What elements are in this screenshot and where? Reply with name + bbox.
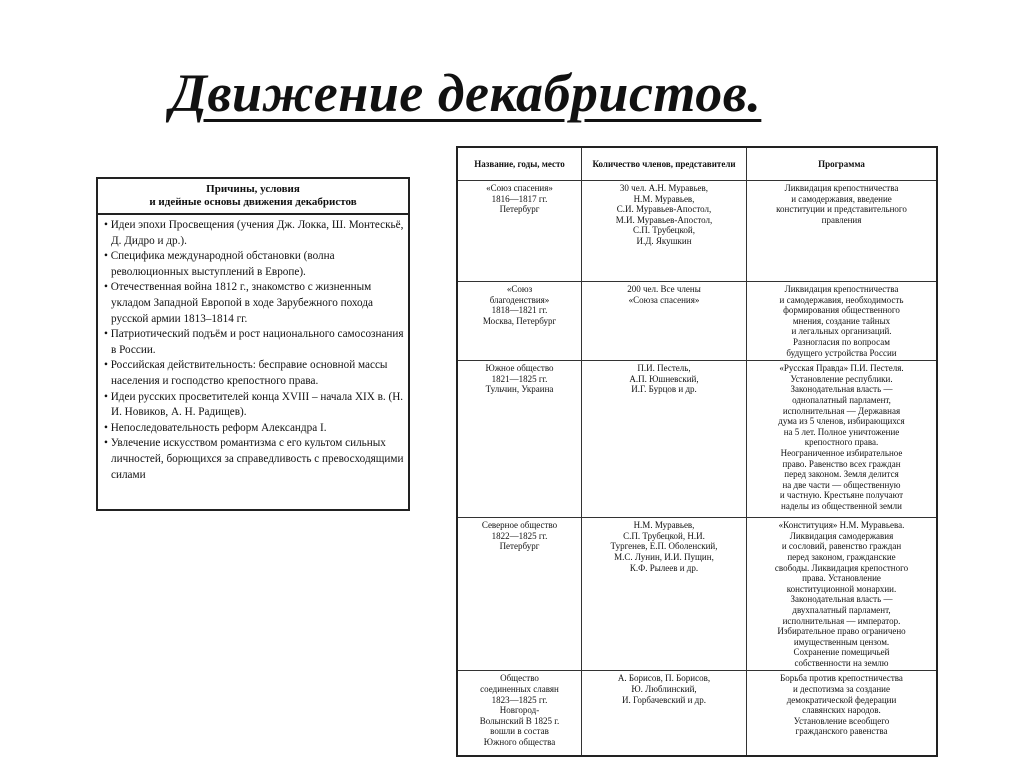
cell-line: 1823—1825 гг. [491,694,548,705]
cell-program [747,671,938,757]
cell-line: дума из 5 членов, избирающихся [778,416,905,427]
cause-item: • Специфика международной обстановки (волна революционных выступлений в Европе). [104,249,404,280]
cell-line: правления [821,214,862,225]
cause-item: • Увлечение искусством романтизма с его культом сильных личностей, борющихся за справедливость с превосходящими силами [104,436,404,483]
cell-line: будущего устройства России [786,347,897,358]
cell-program [747,361,938,518]
cell-line: Петербург [499,204,540,215]
column-header-name: Название, годы, место [457,147,582,181]
cell-line: на 5 лет. Полное уничтожение [783,426,900,437]
cell-line: 1816—1817 гг. [491,193,548,204]
cause-item: • Идеи эпохи Просвещения (учения Дж. Локка, Ш. Монтескьё, Д. Дидро и др.). [104,218,404,249]
cell-line: С.П. Трубецкой, [633,225,695,236]
cell-line: и легальных организаций. [791,326,892,337]
cell-line: А.П. Юшневский, [629,373,699,384]
causes-box [96,177,410,511]
cell-name [457,361,582,518]
causes-list [98,215,408,483]
cell-line: Борьба против крепостничества [780,673,903,684]
cell-line: Новгород- [499,705,540,716]
cell-line: М.И. Муравьев-Апостол, [615,214,713,225]
cell-line: 30 чел. А.Н. Муравьев, [619,183,709,193]
cell-line: конституционной монархии. [786,583,897,594]
cell-members [582,671,747,757]
cell-line: И. Горбачевский и др. [622,694,706,705]
table-row [457,282,937,361]
cell-line: «Союза спасения» [628,294,700,305]
cause-item: • Отечественная война 1812 г., знакомство с жизненным укладом Западной Европой в ходе Зарубежного похода русской армии 1813–1814 гг. [104,280,404,327]
cell-line: соединенных славян [480,684,559,695]
cell-line: Сохранение помещичьей [793,647,890,658]
cell-line: С.П. Трубецкой, Н.И. [623,530,705,541]
cell-name [457,671,582,757]
cell-line: А. Борисов, П. Борисов, [617,673,711,684]
cell-line: Южного общества [483,737,556,748]
organizations-table [456,146,938,757]
cell-line: Избирательное право ограничено [777,626,906,637]
page-title: Движение декабристов. [170,63,762,123]
cell-line: Законодательная власть — [790,384,893,395]
cell-line: Установление всеобщего [793,715,890,726]
cell-line: Тульчин, Украина [485,384,554,395]
cell-program [747,181,938,282]
table-row [457,361,937,518]
cell-line: свободы. Ликвидация крепостного [774,562,909,573]
cell-line: перед законом, гражданские [787,551,896,562]
cell-line: И.Г. Бурцов и др. [631,384,697,395]
cell-line: демократической федерации [786,694,897,705]
cause-item: • Российская действительность: бесправие основной массы населения и господство крепостного права. [104,358,404,389]
cell-name [457,181,582,282]
cell-line: Н.М. Муравьев, [633,520,695,531]
cell-line: Установление республики. [790,373,893,384]
cell-name [457,518,582,671]
cell-line: Общество [500,673,539,684]
cell-line: перед законом. Земля делится [784,469,899,480]
cell-line: однопалатный парламент, [792,394,891,405]
cell-line: и частную. Крестьяне получают [779,490,904,501]
cell-line: собственности на землю [794,657,889,668]
causes-header-line: Причины, условия [206,183,300,195]
cell-line: двухпалатный парламент, [792,604,891,615]
cell-line: имущественным цензом. [793,636,890,647]
cell-line: Северное общество [481,520,558,531]
table-row [457,181,937,282]
cell-line: Неограниченное избирательное [780,447,903,458]
cell-members [582,181,747,282]
cell-line: Ю. Люблинский, [631,684,697,695]
cell-line: М.С. Лунин, И.И. Пущин, [614,551,714,562]
cell-line: Москва, Петербург [482,315,557,326]
cell-line: благоденствия» [489,294,550,305]
cell-members [582,361,747,518]
cell-line: на две части — общественную [782,479,901,490]
cell-line: Ликвидация крепостничества [784,183,899,193]
cell-members [582,518,747,671]
cell-line: крепостного права. [804,437,879,448]
cell-line: и сословий, равенство граждан [781,541,902,552]
cell-line: Тургенев, Е.П. Оболенский, [610,541,718,552]
cell-line: Законодательная власть — [790,594,893,605]
cell-line: 1821—1825 гг. [491,373,548,384]
cell-members [582,282,747,361]
cell-line: 1818—1821 гг. [491,305,548,316]
cell-line: и самодержавия, введение [791,193,892,204]
cell-line: исполнительная — император. [782,615,901,626]
cell-line: «Русская Правда» П.И. Пестеля. [779,363,904,374]
cell-line: Волынский В 1825 г. [479,715,560,726]
causes-header-line: и идейные основы движения декабристов [149,196,357,208]
column-header-program: Программа [747,147,938,181]
cell-line: гражданского равенства [795,726,888,737]
cell-line: И.Д. Якушкин [636,235,692,246]
cell-program [747,282,938,361]
table-header-row [457,147,937,181]
cell-line: мнения, создание тайных [792,315,891,326]
cell-line: Петербург [499,541,540,552]
cell-line: Н.М. Муравьев, [633,193,695,204]
table-row [457,671,937,757]
cell-line: формирования общественного [783,305,900,316]
table-row [457,518,937,671]
cell-line: «Конституция» Н.М. Муравьева. [778,520,905,531]
cell-line: Южное общество [485,363,554,374]
cell-line: славянских народов. [802,705,881,716]
cause-item: • Непоследовательность реформ Александра I. [104,421,404,437]
cell-line: Разногласия по вопросам [793,336,890,347]
causes-header [98,179,408,215]
cause-item: • Идеи русских просветителей конца XVIII – начала XIX в. (Н. И. Новиков, А. Н. Радищев). [104,390,404,421]
cell-line: конституции и представительного [776,204,907,215]
cell-line: вошли в состав [490,726,549,737]
cell-line: Ликвидация самодержавия [789,530,894,541]
cell-program [747,518,938,671]
cell-line: и самодержавия, необходимость [779,294,904,305]
cell-line: право. Равенство всех граждан [782,458,901,469]
cell-line: К.Ф. Рылеев и др. [629,562,699,573]
cell-name [457,282,582,361]
cell-line: Ликвидация крепостничества [784,284,899,294]
cell-line: 1822—1825 гг. [491,530,548,541]
cell-line: наделы из общественной земли [781,500,902,511]
cell-line: исполнительная — Державная [782,405,901,416]
cell-line: права. Установление [802,573,881,584]
cell-line: «Союз [506,284,533,294]
column-header-members: Количество членов, представители [582,147,747,181]
cell-line: «Союз спасения» [486,183,553,193]
cell-line: П.И. Пестель, [637,363,691,374]
cell-line: С.И. Муравьев-Апостол, [616,204,712,215]
cell-line: 200 чел. Все члены [627,284,701,294]
cause-item: • Патриотический подъём и рост национального самосознания в России. [104,327,404,358]
cell-line: и деспотизма за создание [792,684,890,695]
